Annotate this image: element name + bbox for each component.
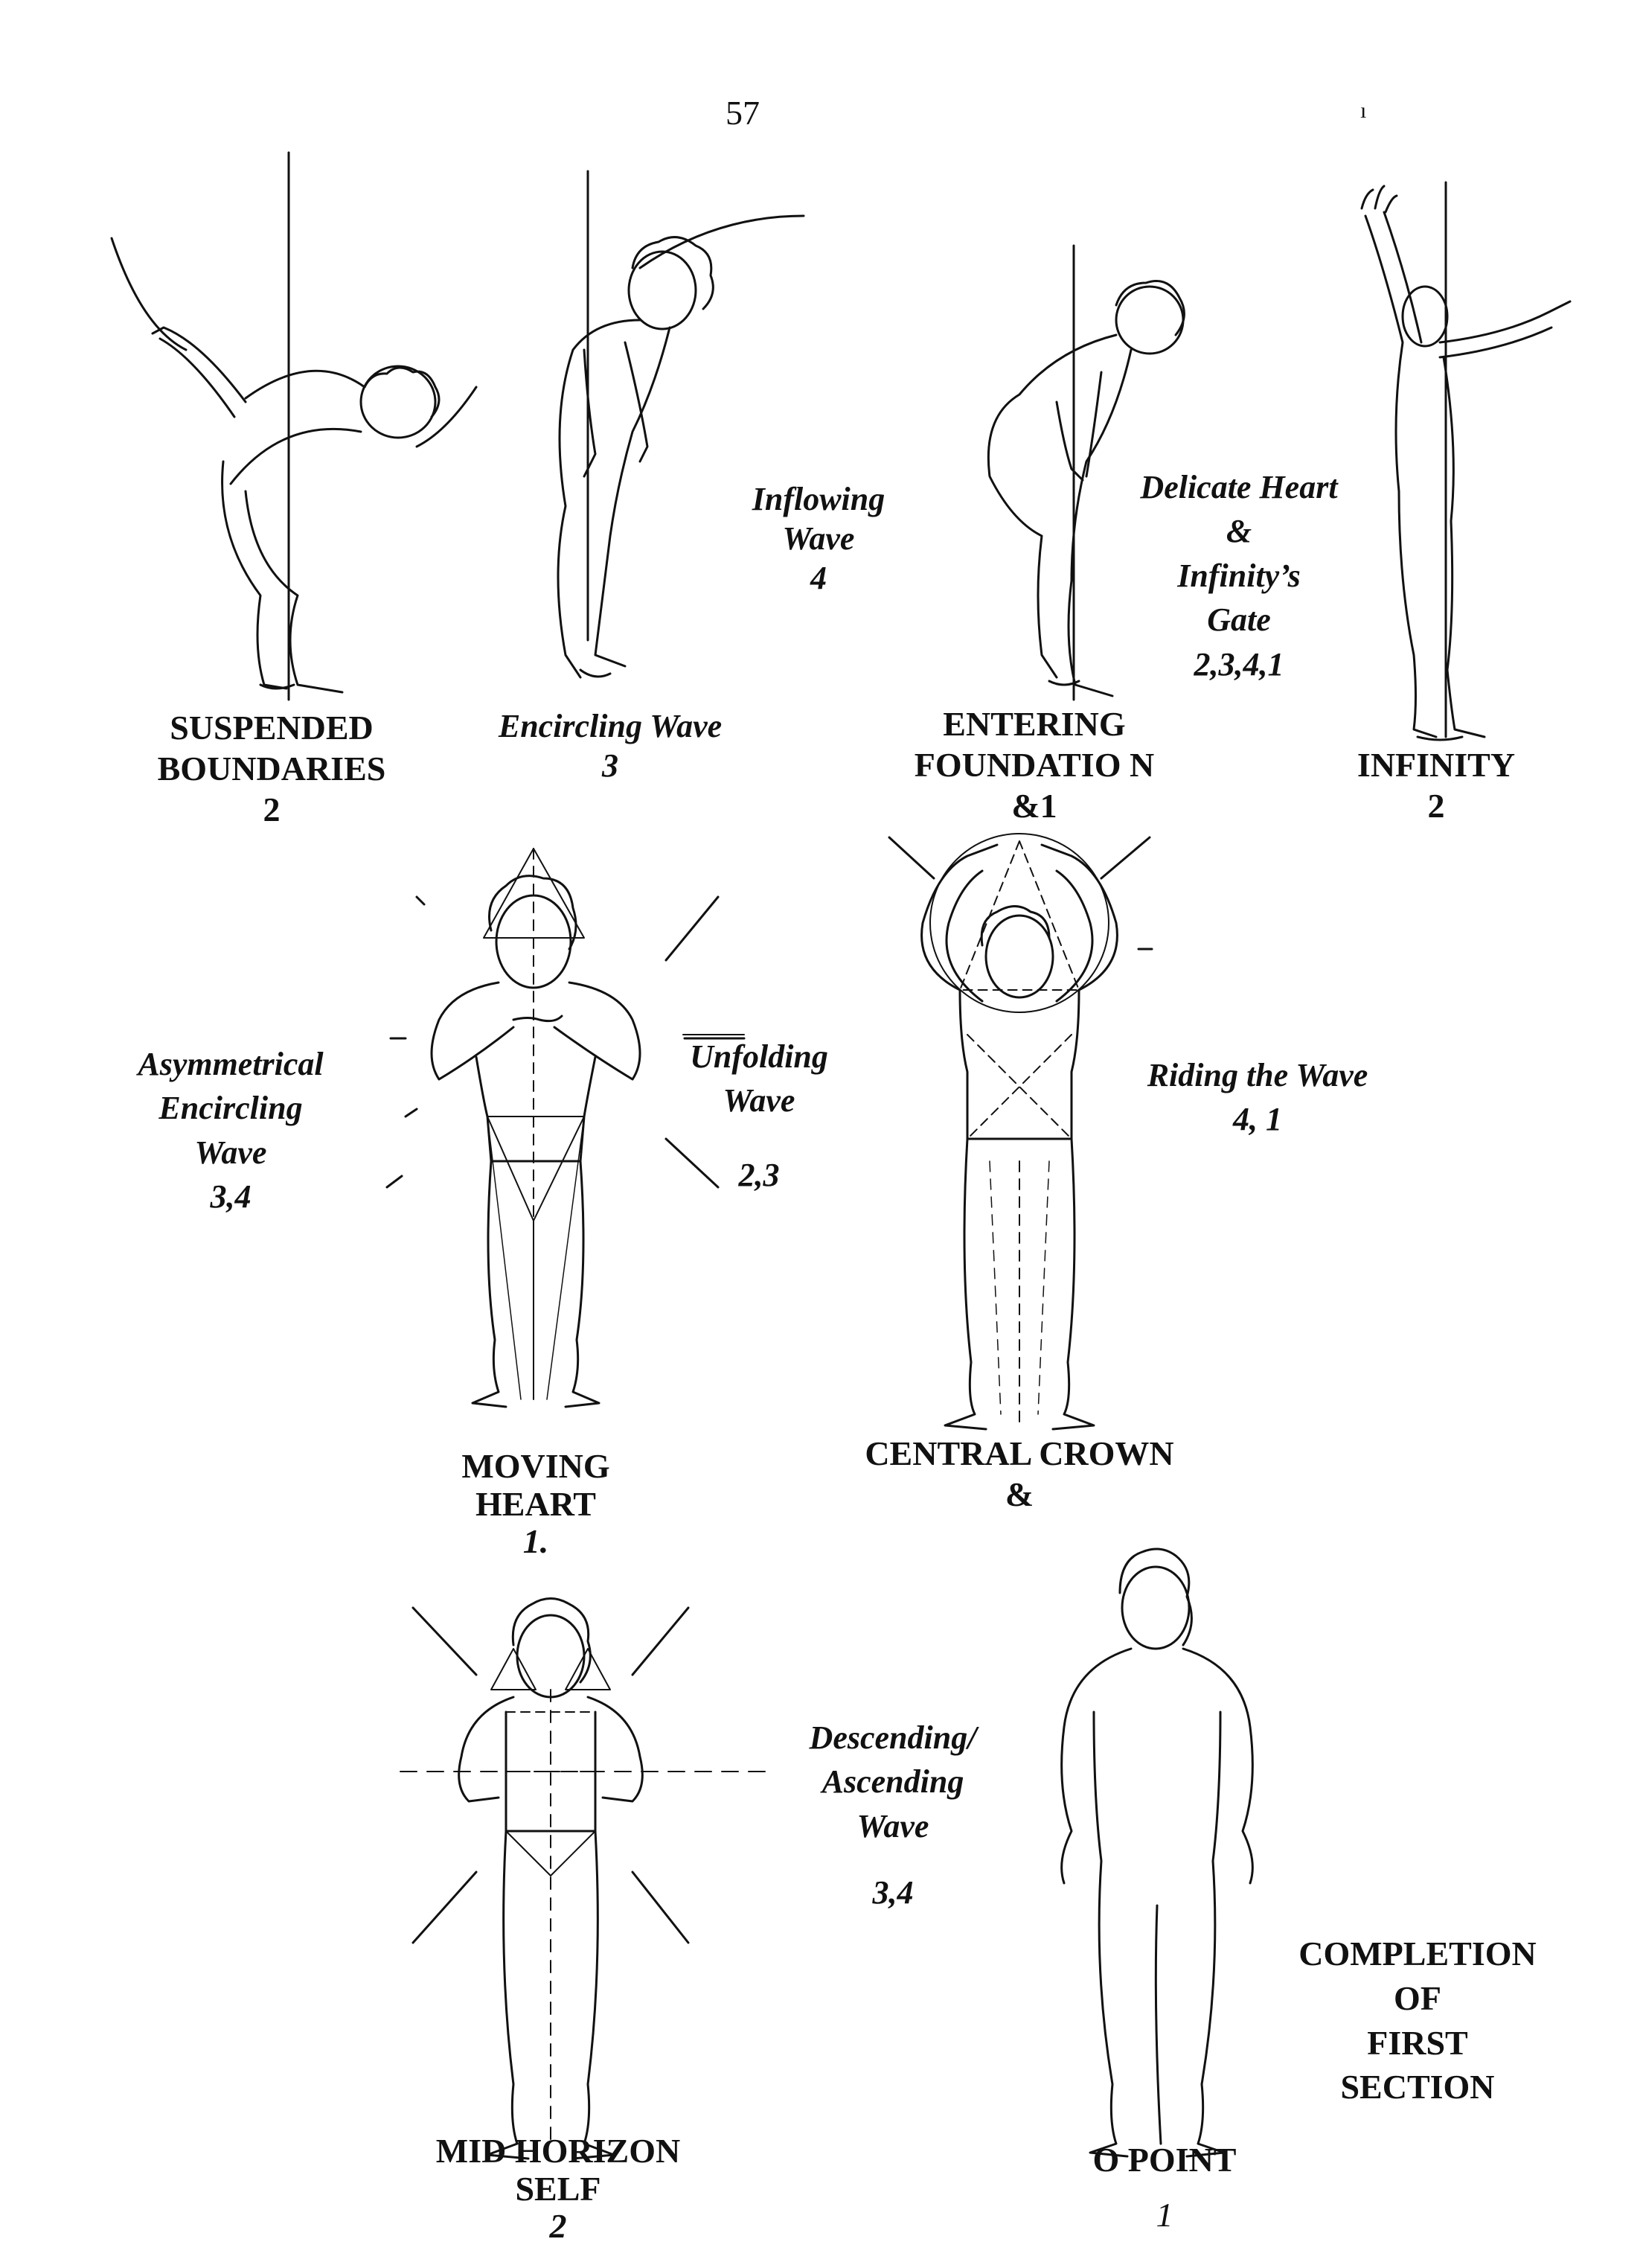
- label-line: 1.: [522, 1522, 549, 1561]
- label-line: Delicate Heart: [1140, 469, 1338, 505]
- label-line: 1: [1156, 2195, 1173, 2234]
- label-line: Encircling: [158, 1090, 303, 1127]
- label-line: 2: [263, 790, 281, 829]
- label-line: 4: [810, 559, 827, 596]
- label-line: 2: [1427, 787, 1445, 825]
- label-o-point: [1064, 2133, 1265, 2242]
- label-line: INFINITY: [1357, 746, 1516, 784]
- label-suspended-boundaries: [149, 707, 394, 831]
- label-line: &1: [1011, 787, 1057, 825]
- label-line: CENTRAL CROWN: [865, 1434, 1174, 1472]
- label-line: &: [1226, 513, 1252, 550]
- figure-infinity: [1362, 182, 1570, 740]
- label-line: FIRST: [1367, 2023, 1468, 2062]
- label-delicate-heart: [1112, 465, 1365, 686]
- label-line: Riding the Wave: [1147, 1057, 1368, 1093]
- label-line: &: [1005, 1475, 1034, 1514]
- label-line: SECTION: [1340, 2068, 1495, 2106]
- label-riding-the-wave: [1131, 1053, 1384, 1142]
- label-line: Inflowing: [752, 481, 885, 517]
- label-line: 2: [549, 2207, 567, 2246]
- label-descending-ascending-wave: [766, 1716, 1019, 1915]
- label-line: Wave: [782, 520, 855, 557]
- label-line: MOVING: [461, 1447, 610, 1485]
- label-line: ENTERING: [943, 705, 1126, 743]
- figure-suspended-boundaries: [112, 153, 476, 700]
- label-entering-foundation: [908, 703, 1161, 827]
- label-line: Encircling Wave: [498, 708, 723, 744]
- label-line: Asymmetrical: [138, 1046, 324, 1082]
- figure-encircling-wave: [558, 171, 804, 677]
- figure-o-point: [1062, 1549, 1253, 2156]
- label-completion-first-section: [1280, 1932, 1555, 2109]
- label-encircling-wave: [484, 707, 737, 786]
- label-line: OF: [1394, 1978, 1441, 2017]
- label-line: SELF: [515, 2169, 601, 2208]
- label-line: Infinity’s: [1177, 557, 1301, 594]
- label-line: 2,3,4,1: [1194, 645, 1284, 683]
- label-line: Wave: [723, 1082, 795, 1119]
- corner-mark: ı: [1360, 98, 1367, 123]
- label-line: Ascending: [822, 1763, 964, 1801]
- label-line: Wave: [194, 1134, 267, 1171]
- label-line: 4, 1: [1233, 1101, 1282, 1138]
- label-inflowing-wave: [729, 480, 908, 598]
- figure-mid-horizon-self: [400, 1599, 774, 2159]
- label-line: Unfolding: [690, 1038, 828, 1075]
- label-mid-horizon-self: [417, 2133, 699, 2246]
- label-line: 3: [602, 747, 618, 784]
- label-line: MID HORIZON: [435, 2132, 681, 2170]
- label-line: O POINT: [1092, 2141, 1237, 2179]
- label-central-crown: [841, 1433, 1198, 1515]
- label-line: 2,3: [738, 1156, 780, 1193]
- label-line: Descending/: [809, 1719, 977, 1756]
- label-line: FOUNDATIO N: [914, 746, 1155, 785]
- label-line: Gate: [1207, 601, 1271, 639]
- label-line: HEART: [475, 1484, 596, 1523]
- label-line: 3,4: [210, 1178, 252, 1216]
- label-line: COMPLETION: [1298, 1935, 1537, 1972]
- label-line: BOUNDARIES: [157, 750, 386, 788]
- label-line: 3,4: [872, 1874, 914, 1911]
- figure-central-crown: [889, 834, 1152, 1429]
- label-unfolding-wave: [677, 1035, 841, 1197]
- label-line: Wave: [856, 1807, 929, 1844]
- page-number: 57: [726, 94, 760, 132]
- label-line: SUSPENDED: [170, 709, 374, 747]
- label-asymmetrical-encircling-wave: [112, 1042, 350, 1219]
- label-moving-heart: [446, 1448, 625, 1561]
- label-infinity: [1343, 744, 1529, 826]
